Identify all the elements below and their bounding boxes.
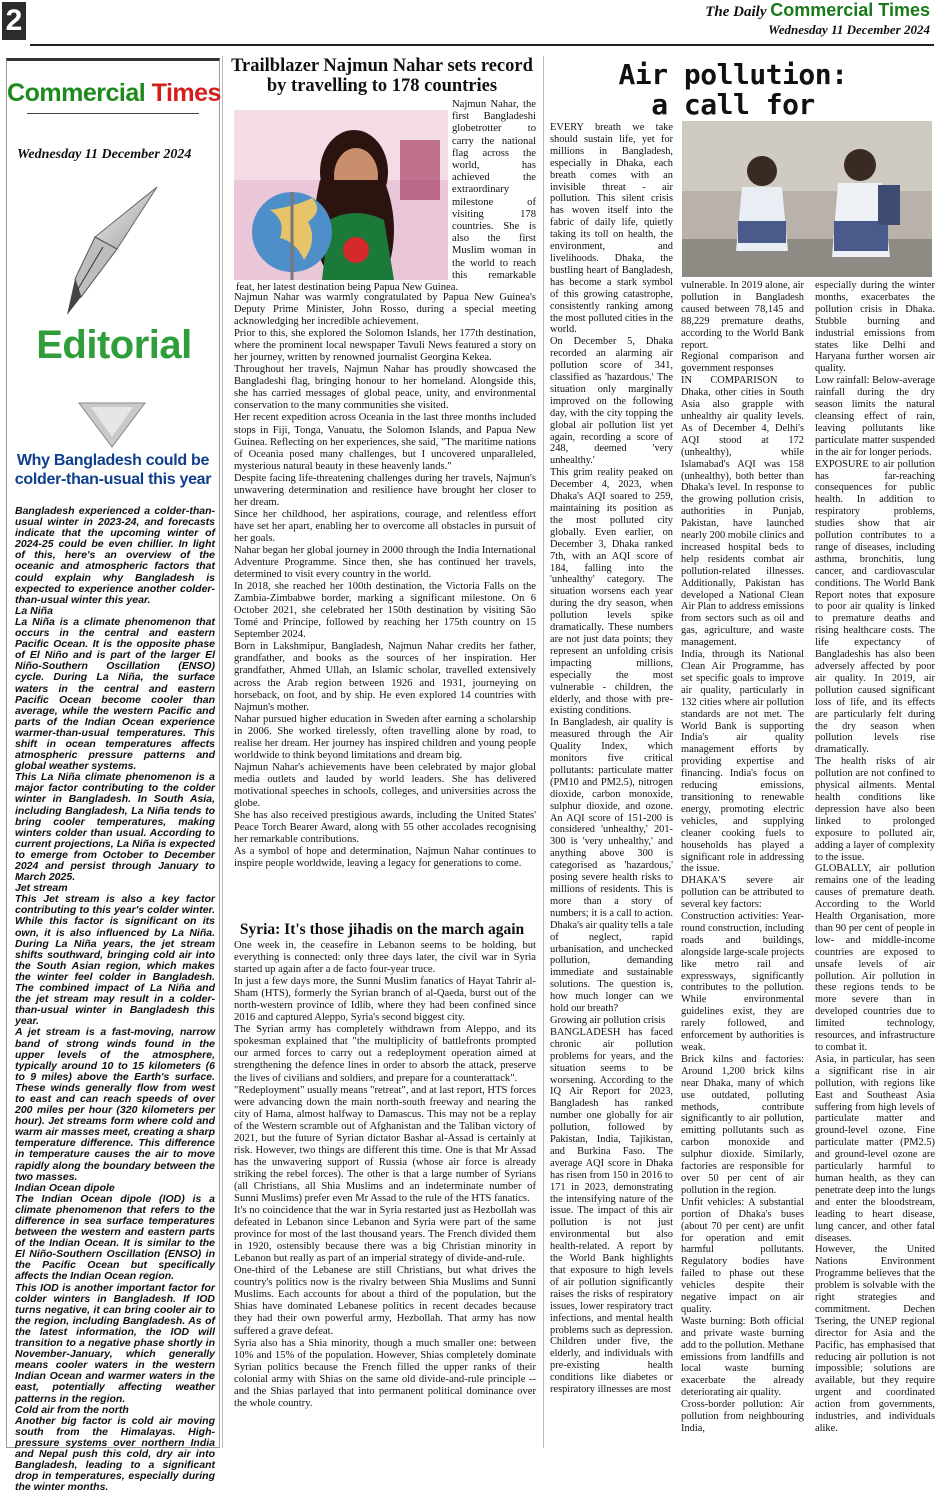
subheading: La Niña (15, 604, 53, 617)
article-column (550, 122, 673, 1396)
paragraph: One week in, the ceasefire in Lebanon seems to be holding, but everything is connected: only three days later, the civil war in Syria started up again after a de facto four-year truce. (234, 940, 536, 976)
header-rule (30, 44, 934, 46)
masthead-title: Commercial Times (770, 0, 930, 20)
paragraph: Syria also has a Shia minority, though a much smaller one: between 10% and 15% of the population. However, Shias completely dominate Syrian politics because the French filled the upper ranks of their colonial army with Shias on the same old divide-and-rule principle -- and the Shias parlayed that into permanent political dominance over the whole country. (234, 1337, 536, 1409)
paragraph: One-third of the Lebanese are still Christians, but what drives the country's politics now is the rivalry between Shia Muslims and Sunni Muslims. Each accounts for about a third of the population, but the Shias have dominated Lebanese politics in recent decades because they had their own powerful army, Hezbollah. That army has now suffered a grave defeat. (234, 1265, 536, 1337)
masthead-date: Wednesday 11 December 2024 (768, 22, 930, 37)
paragraph: DHAKA'S severe air pollution can be attributed to several key factors: (681, 875, 804, 911)
paragraph: Cross-border pollution: Air pollution from neighbouring India, (681, 1399, 804, 1434)
paragraph: Despite facing life-threatening challenges during her travels, Najmun's unwavering determination and resilience have brought her closer to her dream. (234, 472, 536, 508)
paragraph: Unfit vehicles: A substantial portion of Dhaka's buses (about 70 per cent) are unfit for operation and emit harmful pollutants. Regulatory bodies have failed to phase out these vehicles despite their negative impact on air quality. (681, 1196, 804, 1315)
paragraph: Najmun Nahar's achievements have been celebrated by major global media outlets and lauded by world leaders. She has delivered motivational speeches in schools, colleges, and universities across the globe. (234, 761, 536, 809)
paragraph: The Indian Ocean dipole (IOD) is a climate phenomenon that refers to the difference in sea surface temperatures between the western and eastern parts of the Indian Ocean. It is similar to the El Niño-Southern Oscillation (ENSO) in the Pacific Ocean but specifically affects the Indian Ocean region. (15, 1192, 215, 1283)
article-body (234, 292, 536, 870)
masthead-brand (705, 0, 930, 21)
paragraph: Throughout her travels, Najmun Nahar has proudly showcased the Bangladeshi flag, bringing honour to her homeland. Alongside this, she has carried messages of global peace, unity, and environmental conservation to the many communities she visited. (234, 364, 536, 412)
paragraph: As a symbol of hope and determination, Najmun Nahar continues to inspire people worldwide, leaving a legacy for generations to come. (234, 846, 536, 870)
paragraph: Najmun Nahar was warmly congratulated by Papua New Guinea's Deputy Prime Minister, John Rosso, during a special meeting acknowledging her incredible achievement. (234, 292, 536, 328)
section-title: Editorial (36, 323, 192, 367)
page-number: 2 (2, 2, 26, 40)
paragraph: IN COMPARISON to Dhaka, other cities in South Asia also grapple with unhealthy air quality levels. As of December 4, Delhi's AQI stood at 172 (unhealthy), while Islamabad's AQI was 158 (unhealthy), both better than Dhaka's level. In response to the growing pollution crisis, authorities in Punjab, Pakistan, have launched nearly 200 mobile clinics and increased hospital beds to help residents combat air pollution-related illnesses. Additionally, Pakistan has developed a National Clean Air Plan to address emissions from sectors such as oil and gas, agriculture, and waste management. (681, 375, 804, 649)
photo-wrap-space (236, 110, 452, 282)
paragraph: Her recent expedition across Oceania in the last three months included stops in Fiji, Tonga, Vanuatu, the Solomon Islands, and Papua New Guinea. Reflecting on her experiences, she said, "The maritime nations of Oceania posed many challenges, but I uncovered unparalleled, mysterious natural beauty in these heavenly lands." (234, 412, 536, 472)
paragraph: EVERY breath we take should sustain life, yet for millions in Bangladesh, especially in Dhaka, each breath comes with an invisible threat - air pollution. This silent crisis has woven itself into the fabric of daily life, quietly taking its toll on health, the environment, and livelihoods. Dhaka, the bustling heart of Bangladesh, has become a stark symbol of this growing catastrophe, consistently ranking among the most polluted cities in the world. (550, 122, 673, 336)
article-intro (236, 99, 536, 294)
paragraph: Brick kilns and factories: Around 1,200 brick kilns near Dhaka, many of which use outdated, polluting methods, contribute significantly to air pollution, emitting pollutants such as carbon monoxide and sulphur dioxide. Similarly, factories are responsible for over 50 per cent of air pollution in the region. (681, 1053, 804, 1196)
paragraph: Since her childhood, her aspirations, courage, and relentless effort have set her apart, enabling her to overcome all obstacles in pursuit of her goals. (234, 508, 536, 544)
subheading: Indian Ocean dipole (15, 1181, 115, 1194)
paragraph: "Redeployment" usually means "retreat", and at last report, HTS forces were advancing down the main north-south freeway and nearing the city of Hama, almost halfway to Damascus. This may not be a replay of the Western scramble out of Afghanistan and the Taliban victory of 2021, but the future of Syrian dictator Bashar al-Assad is certainly at risk. However, two things are different this time. One is that Mr Assad has the unwavering support of Russia (whose air force is already striking the rebel forces). The other is that a large number of Syrians (all Christians, all Shia Muslims and an indeterminate number of Sunni Muslims) prefer even Mr Assad to the rule of the HTS fanatics. (234, 1084, 536, 1204)
paragraph: Prior to this, she explored the Solomon Islands, her 177th destination, where the prominent local newspaper Tavuli News featured a story on her journey, written by renowned journalist Georgina Kekea. (234, 328, 536, 364)
editorial-sidebar (6, 58, 221, 1493)
paragraph: Construction activities: Year-round construction, including roads and buildings, alongside large-scale projects like metro rail and expressways, significantly contributes to the pollution. While environmental guidelines exist, they are rarely followed, and enforcement by authorities is weak. (681, 911, 804, 1053)
brand-word-times: Times (151, 79, 221, 107)
column-divider (543, 56, 544, 1448)
paragraph: This Jet stream is also a key factor contributing to this year's colder winter. While this factor is significant on its own, it is also influenced by La Niña. During La Niña years, the jet stream shifts southward, bringing cold air into the South Asian region, which makes the winter feel colder in Bangladesh. The combined impact of La Niña and the jet stream may result in a colder-than-usual winter in Bangladesh this year. (15, 893, 215, 1028)
paragraph: Nahar began her global journey in 2000 through the India International Adventure Programme. Since then, she has continued her travels, determined to visit every country in the world. (234, 544, 536, 581)
paragraph: This La Niña climate phenomenon is a major factor contributing to the colder winter in Bangladesh. In South Asia, including Bangladesh, La Niña tends to bring cooler temperatures, making winters colder than usual. According to current projections, La Niña is expected to emerge from October to December 2024 and persist through January to March 2025. (15, 771, 215, 884)
paragraph: Low rainfall: Below-average rainfall during the dry season limits the natural cleansing effect of rain, leaving pollutants like particulate matter suspended in the air for longer periods. (815, 375, 936, 458)
paragraph: A jet stream is a fast-moving, narrow band of strong winds found in the upper levels of the atmosphere, typically around 10 to 15 kilometers (6 to 9 miles) above the Earth's surface. These winds generally flow from west to east and can reach speeds of over 200 miles per hour (320 kilometers per hour). Jet streams form where cold and warm air masses meet, creating a sharp temperature difference. This difference in temperature causes the air to move rapidly along the boundary between the two masses. (15, 1026, 215, 1183)
paragraph: India, through its National Clean Air Programme, has set specific goals to improve air quality, particularly in 132 cities where air pollution standards are not met. The World Bank is supporting India's air quality management efforts by providing expertise and financing. India's focus on reducing emissions, transitioning to renewable energy, promoting electric vehicles, and supplying cleaner cooking fuels to households has played a significant role in addressing the issue. (681, 649, 804, 875)
arrow-down-icon (77, 401, 147, 449)
paragraph: Asia, in particular, has seen a significant rise in air pollution, with regions like East and Southeast Asia suffering from high levels of particulate matter and ground-level ozone. Fine particulate matter (PM2.5) and ground-level ozone are particularly harmful to human health, as they can penetrate deep into the lungs and enter the bloodstream, leading to heart disease, lung cancer, and other fatal diseases. (815, 1053, 935, 1244)
column-divider (222, 56, 223, 1448)
article-body (234, 940, 536, 1410)
headline-line: a call for (651, 88, 815, 121)
subheading: Growing air pollution crisis (550, 1014, 666, 1026)
sidebar-date: Wednesday 11 December 2024 (17, 147, 192, 162)
article-column (681, 280, 804, 1435)
paragraph: The Syrian army has completely withdrawn from Aleppo, and its spokesman explained that "the multiplicity of battlefronts prompted our armed forces to carry out a redeployment operation aimed at strengthening the defence lines in order to absorb the attack, preserve the lives of civilians and soldiers, and prepare for a counterattack". (234, 1024, 536, 1084)
paragraph: This IOD is another important factor for colder winters in Bangladesh. If IOD turns negative, it can bring cooler air to the region, including Bangladesh. As of the latest information, the IOD will transition to a negative phase shortly in November-January, which generally means cooler waters in the western Indian Ocean and warmer waters in the east, potentially affecting weather patterns in the region. (15, 1281, 215, 1405)
sidebar-brand (7, 79, 221, 108)
schoolgirls-smog-photo (682, 121, 932, 277)
paragraph: GLOBALLY, air pollution remains one of the leading causes of premature death. According to the World Health Organisation, more than 90 per cent of people in low- and middle-income countries are exposed to unsafe levels of air pollution. Air pollution in these regions tends to be more severe than in developed countries due to limited technology, resources, and infrastructure to combat it. (815, 863, 935, 1053)
subheading: Regional comparison and government responses (681, 351, 804, 375)
paragraph: However, the United Nations Environment Programme believes that the problem is solvable with the right strategies and commitment. Dechen Tsering, the UNEP regional director for Asia and the Pacific, has emphasised that reducing air pollution is not impossible; solutions are available, but they require urgent and coordinated action from governments, industries, and individuals alike. (815, 1244, 935, 1434)
fountain-pen-icon (47, 179, 167, 319)
intro-text: Najmun Nahar, the first Bangladeshi globetrotter to carry the national flag across the world, has achieved the extraordinary milestone of visiting 178 countries. She is also the first Muslim woman in the world to reach this remarkable feat, her latest destination being Papua New Guinea. (236, 99, 536, 294)
subheading: Jet stream (15, 882, 68, 895)
paragraph: Nahar pursued higher education in Sweden after earning a scholarship in 2006. She worked tirelessly, often travelling alone by road, to realise her dream. Her journey has inspired children and young people worldwide to think beyond limitations and dream big. (234, 713, 536, 761)
article-headline: Syria: It's those jihadis on the march again (239, 921, 525, 938)
paragraph: La Niña is a climate phenomenon that occurs in the central and eastern Pacific Ocean. It is the opposite phase of El Niño and is part of the larger El Niño-Southern Oscillation (ENSO) cycle. During La Niña, the surface waters in the central and eastern Pacific Ocean become cooler than average, while the western Pacific and parts of the Indian Ocean experience warmer-than-usual temperatures. This shift in ocean temperatures affects atmospheric pressure patterns and global weather systems. (15, 615, 215, 773)
paragraph: The health risks of air pollution are not confined to physical ailments. Mental health conditions like depression have also been linked to prolonged exposure to polluted air, adding a layer of complexity to the issue. (815, 756, 935, 863)
masthead (705, 0, 930, 38)
paragraph: Another big factor is cold air moving south from the Himalayas. High-pressure systems over northern India and Nepal push this cold, dry air into Bangladesh, leading to a significant drop in temperatures, especially during the winter months. (15, 1414, 215, 1493)
paragraph: In just a few days more, the Sunni Muslim fanatics of Hayat Tahrir al-Sham (HTS), formerly the Syrian branch of al-Qaeda, burst out of the north-western province of Idlib, where they had been confined since 2016 and captured Aleppo, Syria's second biggest city. (234, 976, 536, 1024)
brand-word-commercial: Commercial (7, 79, 146, 107)
paragraph: vulnerable. In 2019 alone, air pollution in Bangladesh caused between 78,145 and 88,229 premature deaths, according to the World Bank report. (681, 280, 804, 351)
paragraph: She has also received prestigious awards, including the United States' Peace Torch Bearer Award, along with 55 other accolades recognising her remarkable contributions. (234, 810, 536, 846)
headline-line: Air pollution: (618, 58, 848, 91)
paragraph: Born in Lakshmipur, Bangladesh, Najmun Nahar credits her father, grandfather, and books as the sources of her inspiration. Her grandfather, Ahmed Ullah, an Islamic scholar, travelled extensively across the Arab region between 1926 and 1931, journeying on horseback, on foot, and by ship. He even explored 14 countries with Najmun's mother. (234, 641, 536, 713)
masthead-the-daily: The Daily (705, 4, 767, 20)
paragraph: especially during the winter months, exacerbates the pollution crisis in Dhaka. Stubble burning and industrial emissions from states like Delhi and Haryana further worsen air quality. (815, 280, 935, 375)
paragraph: BANGLADESH has faced chronic air pollution problems for years, and the situation seems to be worsening. According to the IQ Air Report for 2023, Bangladesh has ranked number one globally for air pollution, followed by Pakistan, India, Tajikistan, and Burkina Faso. The average AQI score in Dhaka has risen from 150 in 2016 to 171 in 2023, demonstrating the intensifying nature of the issue. The impact of this air pollution is not just environmental but also health-related. A report by the World Bank highlights that exposure to high levels of air pollution significantly raises the risks of respiratory issues, lower respiratory tract infections, and mental health problems such as depression. Children under five, the elderly, and individuals with pre-existing health conditions like diabetes or respiratory illnesses are most (550, 1026, 673, 1396)
paragraph: In Bangladesh, air quality is measured through the Air Quality Index, which monitors five critical pollutants: particulate matter (PM10 and PM2.5), nitrogen dioxide, carbon monoxide, sulphur dioxide, and ozone. An AQI score of 151-200 is considered 'unhealthy,' 201-300 is 'very unhealthy,' and anything above 300 is categorised as 'hazardous,' posing severe health risks to millions of residents. This is more than a story of numbers; it is a call to action. Dhaka's air quality tells a tale of neglect, rapid urbanisation, and unchecked pollution, demanding immediate and sustainable solutions. The question is, how much longer can we hold our breath? (550, 717, 673, 1015)
subheading: Cold air from the north (15, 1403, 129, 1416)
paragraph: This grim reality peaked on December 4, 2023, when Dhaka's AQI soared to 259, maintaining its position as the most polluted city globally. Even earlier, on December 3, Dhaka ranked 7th, with an AQI score of 184, falling into the 'unhealthy' category. The situation worsens each year during the dry season, when pollution levels spike dramatically. These numbers are not just data points; they represent an unfolding crisis impacting millions, especially the most vulnerable - children, the elderly, and those with pre-existing conditions. (550, 467, 673, 717)
paragraph: It's no coincidence that the war in Syria restarted just as Hezbollah was defeated in Lebanon since Lebanon and Syria were part of the same province for most of the last thousand years. The French divided them in 1920, ostensibly because there was a big Christian minority in Lebanon but really as part of an imperial strategy of divide-and-rule. (234, 1205, 536, 1265)
paragraph: In 2018, she reached her 100th destination, the Victoria Falls on the Zambia-Zimbabwe border, marking a significant milestone. On 6 October 2021, she celebrated her 150th destination by visiting São Tomé and Príncipe, followed by reaching her 175th country on 15 September 2024. (234, 581, 536, 641)
editorial-body (15, 506, 215, 1493)
article-column (815, 280, 935, 1435)
paragraph: Waste burning: Both official and private waste burning add to the pollution. Methane emissions from landfills and local waste burning exacerbate the already deteriorating air quality. (681, 1315, 804, 1399)
sidebar-rule (27, 113, 199, 114)
article-headline: Trailblazer Najmun Nahar sets record by travelling to 178 countries (231, 56, 533, 96)
paragraph: EXPOSURE to air pollution has far-reaching consequences for public health. In addition to respiratory problems, studies show that air pollution contributes to a range of diseases, including asthma, bronchitis, lung cancer, and cardiovascular conditions. The World Bank Report notes that exposure to poor air quality is linked to premature deaths and rising healthcare costs. The life expectancy of Bangladeshis has also been adversely affected by poor air quality. In 2019, air pollution caused significant loss of life, and its effects are particularly felt during the dry season when pollution levels rise dramatically. (815, 458, 935, 756)
editorial-headline: Why Bangladesh could be colder-than-usual this year (14, 452, 212, 488)
paragraph: Bangladesh experienced a colder-than-usual winter in 2023-24, and forecasts indicate that the upcoming winter of 2024-25 could be even chillier. In light of this, here's an overview of the oceanic and atmospheric factors that could explain why Bangladesh is expected to experience another colder-than-usual winter this year. (15, 505, 215, 606)
paragraph: On December 5, Dhaka recorded an alarming air pollution score of 341, classified as 'hazardous.' The situation only marginally improved on the following day, with the city topping the global air pollution list yet again, recording a score of 248, deemed 'very unhealthy.' (550, 336, 673, 467)
